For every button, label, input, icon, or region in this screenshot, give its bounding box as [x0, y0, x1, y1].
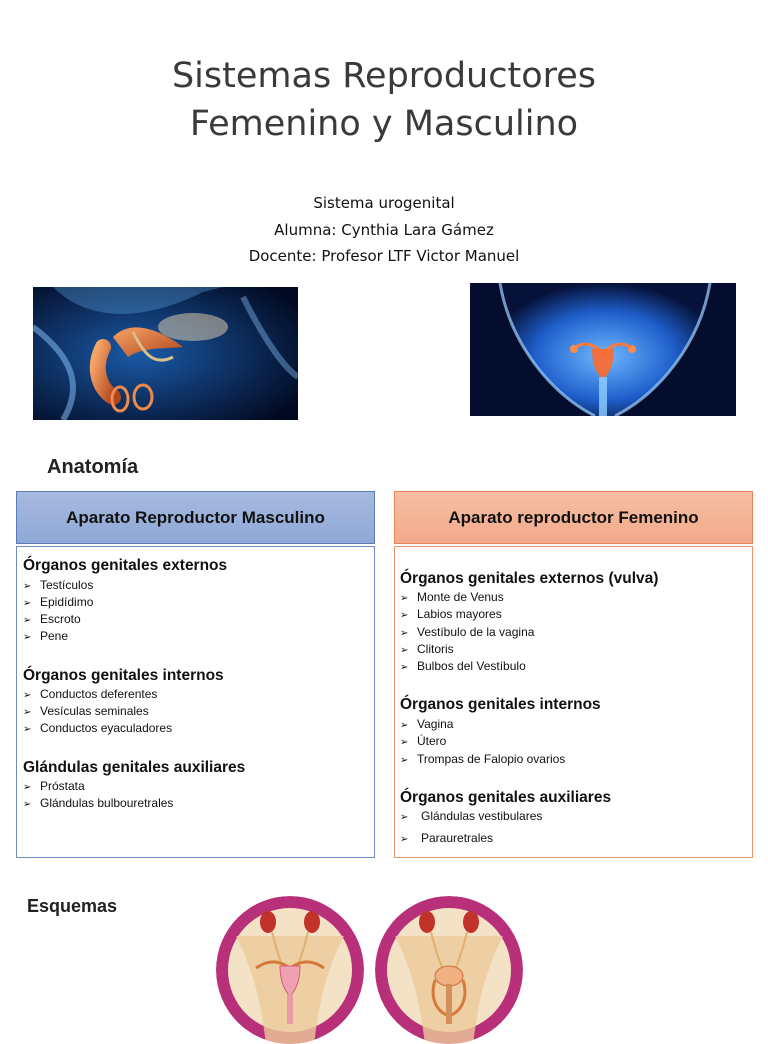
bullet-icon: ➢ — [400, 662, 409, 673]
female-section-title: Órganos genitales internos — [400, 696, 601, 713]
bullet-icon: ➢ — [400, 720, 409, 731]
male-section-title: Órganos genitales externos — [23, 557, 228, 574]
list-item: ➢ Glándulas bulbouretrales — [23, 795, 173, 812]
female-section-title: Órganos genitales externos (vulva) — [400, 570, 659, 587]
list-item: ➢ Próstata — [23, 778, 85, 795]
bullet-icon: ➢ — [400, 593, 409, 604]
list-item: ➢ Trompas de Falopio ovarios — [400, 751, 565, 768]
list-item: ➢ Epidídimo — [23, 594, 93, 611]
subject-text: Sistema urogenital — [313, 194, 455, 212]
male-anatomy-image — [33, 287, 298, 420]
anatomy-heading: Anatomía — [47, 456, 139, 478]
list-item: ➢ Monte de Venus — [400, 589, 504, 606]
list-item: ➢ Conductos deferentes — [23, 686, 157, 703]
list-item: ➢ Escroto — [23, 611, 81, 628]
scheme-image-1 — [216, 896, 364, 1044]
bullet-icon: ➢ — [23, 598, 32, 609]
student-text: Alumna: Cynthia Lara Gámez — [274, 220, 494, 239]
female-header: Aparato reproductor Femenino — [394, 491, 753, 544]
teacher-text: Docente: Profesor LTF Victor Manuel — [248, 247, 520, 265]
bullet-icon: ➢ — [400, 737, 409, 748]
list-item: ➢ Útero — [400, 733, 446, 750]
bullet-icon: ➢ — [400, 645, 409, 656]
bullet-icon: ➢ — [23, 690, 32, 701]
bullet-icon: ➢ — [23, 707, 32, 718]
bullet-icon: ➢ — [23, 782, 32, 793]
bullet-icon: ➢ — [400, 834, 409, 845]
list-item: ➢ Testículos — [23, 577, 93, 594]
male-section-title: Órganos genitales internos — [23, 667, 224, 684]
bullet-icon: ➢ — [23, 581, 32, 592]
list-item: ➢ Glándulas vestibulares — [400, 808, 542, 825]
bullet-icon: ➢ — [23, 799, 32, 810]
bullet-icon: ➢ — [23, 615, 32, 626]
male-header: Aparato Reproductor Masculino — [16, 491, 375, 544]
list-item: ➢ Parauretrales — [400, 830, 493, 847]
author-info — [0, 190, 768, 270]
page-title — [0, 52, 768, 148]
list-item: ➢ Vesículas seminales — [23, 703, 149, 720]
list-item: ➢ Labios mayores — [400, 606, 502, 623]
bullet-icon: ➢ — [23, 724, 32, 735]
female-anatomy-image — [470, 283, 736, 416]
bullet-icon: ➢ — [400, 812, 409, 823]
male-section-title: Glándulas genitales auxiliares — [23, 759, 246, 776]
bullet-icon: ➢ — [400, 610, 409, 621]
schemes-heading: Esquemas — [27, 896, 118, 916]
list-item: ➢ Clitoris — [400, 641, 454, 658]
list-item: ➢ Bulbos del Vestíbulo — [400, 658, 526, 675]
female-section-title: Órganos genitales auxiliares — [400, 789, 612, 806]
list-item: ➢ Conductos eyaculadores — [23, 720, 172, 737]
list-item: ➢ Vestíbulo de la vagina — [400, 624, 534, 641]
list-item: ➢ Pene — [23, 628, 68, 645]
bullet-icon: ➢ — [400, 755, 409, 766]
title-line-2: Femenino y Masculino — [189, 104, 579, 144]
bullet-icon: ➢ — [400, 628, 409, 639]
list-item: ➢ Vagina — [400, 716, 453, 733]
bullet-icon: ➢ — [23, 632, 32, 643]
scheme-image-2 — [375, 896, 523, 1044]
title-line-1: Sistemas Reproductores — [171, 56, 597, 96]
